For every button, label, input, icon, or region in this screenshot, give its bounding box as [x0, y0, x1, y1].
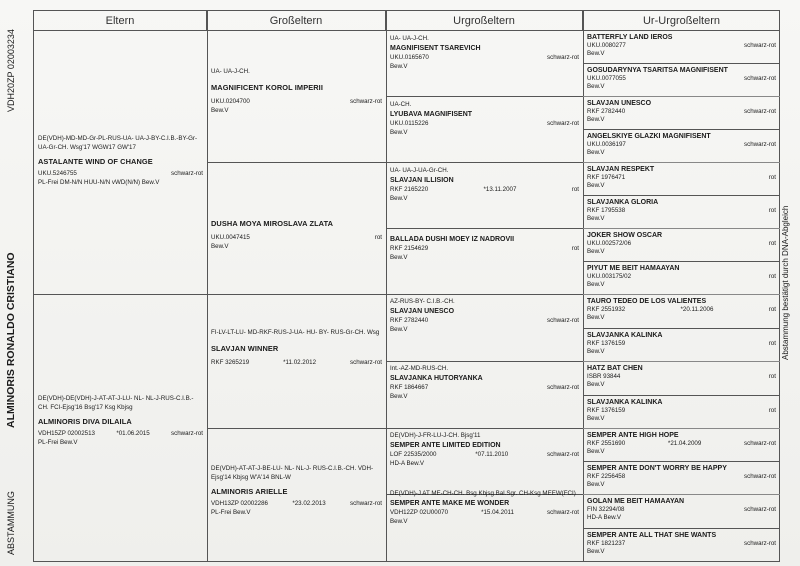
- ggp-name: SLAVJAN UNESCO: [390, 307, 455, 315]
- ggp-date: *07.11.2010: [475, 451, 509, 459]
- gg-grandparent-cell: [583, 295, 780, 324]
- gg-grandparent-cell: [583, 262, 780, 291]
- gg-grandparent-cell: [583, 229, 780, 258]
- pedigree-table: [33, 10, 780, 562]
- grandparent-name: DUSHA MOYA MIROSLAVA ZLATA: [211, 219, 334, 228]
- gg-name: TAURO TEDEO DE LOS VALIENTES: [587, 298, 707, 305]
- gg-name: SLAVJAN UNESCO: [587, 100, 652, 107]
- ggp-titles: UA- UA-J-UA-Gr-CH.: [390, 167, 449, 174]
- grandparent-color: schwarz-rot: [350, 499, 382, 507]
- gg-health: Bew.V: [587, 448, 605, 456]
- ggp-color: rot: [571, 245, 579, 253]
- gg-name: SEMPER ANTE ALL THAT SHE WANTS: [587, 532, 717, 539]
- ggp-health: Bew.V: [390, 326, 408, 334]
- gg-grandparent-cell: [583, 362, 780, 391]
- gg-name: SLAVJAN RESPEKT: [587, 166, 655, 173]
- gg-name: ANGELSKIYE GLAZKI MAGNIFISENT: [587, 133, 711, 140]
- ggp-reg: UKU.0165670: [390, 54, 429, 62]
- gg-color: rot: [768, 207, 776, 215]
- gg-name: SLAVJANKA GLORIA: [587, 199, 659, 206]
- gg-health: Bew.V: [587, 348, 605, 356]
- gg-health: Bew.V: [587, 248, 605, 256]
- ggp-reg: RKF 2782440: [390, 317, 429, 325]
- grandparent-color: rot: [374, 233, 382, 241]
- great-grandparent-cell: [386, 488, 583, 529]
- grandparent-name: ALMINORIS ARIELLE: [211, 486, 288, 496]
- gg-reg: FIN 32294/08: [587, 506, 625, 514]
- gg-reg: UKU.002572/06: [587, 240, 632, 248]
- gg-reg: RKF 1376159: [587, 340, 626, 348]
- dam-cell: [34, 393, 207, 450]
- ggp-titles: DE(VDH)-J AT ME-CH-CH. Bsg Kbjsg Bal.Sgr. CH-Ksg MEEW(FCI): [390, 490, 576, 497]
- gg-date: *21.04.2009: [667, 440, 702, 448]
- gg-reg: RKF 2782440: [587, 108, 626, 116]
- gg-reg: UKU.0036197: [587, 141, 626, 149]
- header-ururgrosseltern: Ur-Urgroßeltern: [583, 11, 780, 31]
- gg-grandparent-cell: [583, 329, 780, 358]
- gg-reg: ISBR 93844: [587, 373, 621, 381]
- gg-reg: RKF 1976471: [587, 174, 626, 182]
- ggp-color: rot: [571, 186, 579, 194]
- gg-grandparent-cell: [583, 97, 780, 126]
- gg-name: BATTERFLY LAND IEROS: [587, 34, 673, 41]
- gg-reg: RKF 1795538: [587, 207, 626, 215]
- sire-name: ASTALANTE WIND OF CHANGE: [38, 156, 153, 166]
- grandparent-reg: UKU.0047415: [211, 233, 250, 241]
- gg-reg: RKF 1821237: [587, 540, 626, 548]
- dam-reg: VDH15ZP 02002513: [38, 429, 95, 437]
- header-grosseltern: Großeltern: [207, 11, 386, 31]
- gg-health: Bew.V: [587, 481, 605, 489]
- ggp-reg: RKF 2154629: [390, 245, 429, 253]
- gg-color: schwarz-rot: [744, 108, 776, 116]
- gg-health: Bew.V: [587, 314, 605, 322]
- gg-name: PIYUT ME BEIT HAMAAYAN: [587, 265, 680, 272]
- ggp-reg: VDH12ZP 02U00070: [390, 509, 449, 517]
- ggp-reg: RKF 2165220: [390, 186, 429, 194]
- gg-reg: UKU.0077055: [587, 75, 626, 83]
- gg-reg: RKF 2551932: [587, 306, 626, 314]
- gg-grandparent-cell: [583, 196, 780, 225]
- great-grandparent-cell: [386, 363, 583, 404]
- ggp-health: Bew.V: [390, 129, 408, 137]
- ggp-name: SEMPER ANTE MAKE ME WONDER: [390, 499, 510, 507]
- grandparent-date: *23.02.2013: [292, 499, 326, 507]
- gg-name: SEMPER ANTE HIGH HOPE: [587, 432, 679, 439]
- great-grandparent-cell: [386, 430, 583, 471]
- gg-grandparent-cell: [583, 31, 780, 60]
- ggp-titles: UA- UA-J-CH.: [390, 35, 429, 42]
- gg-grandparent-cell: [583, 130, 780, 159]
- ggp-reg: LOF 22535/2000: [390, 451, 437, 459]
- gg-reg: UKU.003175/02: [587, 273, 632, 281]
- ggp-reg: UKU.0115226: [390, 120, 429, 128]
- dam-health: PL-Frei Bew.V: [38, 438, 78, 446]
- ggp-health: Bew.V: [390, 393, 408, 401]
- grandparent-cell: [207, 211, 386, 254]
- grandparent-health: Bew.V: [211, 242, 229, 250]
- gg-color: schwarz-rot: [744, 75, 776, 83]
- gg-reg: RKF 2551690: [587, 440, 626, 448]
- dam-date: *01.06.2015: [116, 429, 150, 437]
- ggp-health: HD-A Bew.V: [390, 460, 425, 468]
- gg-color: rot: [768, 306, 776, 314]
- ggp-health: Bew.V: [390, 254, 408, 262]
- gg-color: schwarz-rot: [744, 42, 776, 50]
- gg-grandparent-cell: [583, 163, 780, 192]
- great-grandparent-cell: [386, 296, 583, 337]
- ggp-titles: Int.-AZ-MD-RUS-CH.: [390, 365, 449, 372]
- grandparent-titles: DE(VDH)-AT-AT-J-BE-LU- NL- NL-J- RUS-C.I.B.-CH. VDH-Ejsg'14 Kbjsg W'A'14 BNL-W: [211, 465, 374, 481]
- grandparent-health: PL-Frei Bew.V: [211, 508, 251, 516]
- gg-reg: RKF 1376159: [587, 407, 626, 415]
- ggp-name: SLAVJANKA HUTORYANKA: [390, 374, 483, 382]
- gg-health: Bew.V: [587, 548, 605, 556]
- dam-name: ALMINORIS DIVA DILAILA: [38, 416, 132, 426]
- gg-grandparent-cell: [583, 495, 780, 524]
- grandparent-health: Bew.V: [211, 106, 229, 114]
- sire-cell: [34, 133, 207, 190]
- gg-name: SLAVJANKA KALINKA: [587, 399, 663, 406]
- gg-color: schwarz-rot: [744, 473, 776, 481]
- gg-health: Bew.V: [587, 415, 605, 423]
- ggp-name: BALLADA DUSHI MOEY IZ NADROVII: [390, 236, 515, 243]
- grandparent-reg: VDH13ZP 02002286: [211, 499, 268, 507]
- ggp-color: schwarz-rot: [547, 120, 579, 128]
- gg-health: Bew.V: [587, 215, 605, 223]
- ggp-health: Bew.V: [390, 195, 408, 203]
- gg-health: Bew.V: [587, 281, 605, 289]
- ggp-date: *13.11.2007: [483, 186, 517, 194]
- left-margin: [0, 0, 33, 566]
- ggp-titles: DE(VDH)-J-FR-LU-J-CH. Bjsg'11: [390, 432, 481, 439]
- gg-color: schwarz-rot: [744, 440, 776, 448]
- ggp-health: Bew.V: [390, 63, 408, 71]
- gg-color: rot: [768, 340, 776, 348]
- grandparent-date: *11.02.2012: [283, 358, 317, 366]
- gg-name: GOLAN ME BEIT HAMAAYAN: [587, 498, 685, 505]
- grandparent-reg: UKU.0204700: [211, 97, 250, 105]
- grandparent-name: MAGNIFICENT KOROL IMPERII: [211, 82, 323, 92]
- great-grandparent-cell: [386, 233, 583, 265]
- dog-name: ALMINORIS RONALDO CRISTIANO: [5, 252, 17, 428]
- great-grandparent-cell: [386, 33, 583, 74]
- great-grandparent-cell: [386, 99, 583, 140]
- gg-reg: RKF 2256458: [587, 473, 626, 481]
- gg-name: HATZ BAT CHEN: [587, 365, 643, 372]
- gg-name: JOKER SHOW OSCAR: [587, 232, 663, 239]
- registration-number: VDH20ZP 02003234: [6, 29, 16, 112]
- sire-health: PL-Frei DM-N/N HUU-N/N vWD(N/N) Bew.V: [38, 178, 160, 186]
- gg-color: rot: [768, 407, 776, 415]
- grandparent-titles: UA- UA-J-CH.: [211, 68, 250, 75]
- gg-reg: UKU.0080277: [587, 42, 626, 50]
- gg-color: rot: [768, 273, 776, 281]
- ggp-name: SLAVJAN ILLISION: [390, 176, 454, 184]
- sire-titles: DE(VDH)-MD-MD-Gr-PL-RUS-UA- UA-J-BY-C.I.B.-BY-Gr-UA-Gr-CH. Wsg'17 WGW17 GW'17: [38, 135, 198, 151]
- gg-color: schwarz-rot: [744, 540, 776, 548]
- header-eltern: Eltern: [34, 11, 207, 31]
- header-urgrosseltern: Urgroßeltern: [386, 11, 583, 31]
- gg-color: schwarz-rot: [744, 141, 776, 149]
- grandparent-cell: [207, 327, 386, 370]
- gg-name: SEMPER ANTE DON'T WORRY BE HAPPY: [587, 465, 727, 472]
- ggp-date: *15.04.2011: [481, 509, 514, 517]
- gg-grandparent-cell: [583, 429, 780, 458]
- gg-date: *20.11.2006: [680, 306, 714, 314]
- gg-health: Bew.V: [587, 83, 605, 91]
- gg-health: HD-A Bew.V: [587, 514, 622, 522]
- grandparent-color: schwarz-rot: [350, 358, 382, 366]
- grandparent-reg: RKF 3265219: [211, 358, 250, 366]
- grandparent-name: SLAVJAN WINNER: [211, 343, 279, 353]
- gg-health: Bew.V: [587, 149, 605, 157]
- abstammung-label: ABSTAMMUNG: [6, 491, 16, 555]
- gg-health: Bew.V: [587, 381, 605, 389]
- ggp-name: SEMPER ANTE LIMITED EDITION: [390, 441, 501, 449]
- gg-grandparent-cell: [583, 396, 780, 425]
- gg-health: Bew.V: [587, 116, 605, 124]
- gg-color: schwarz-rot: [744, 506, 776, 514]
- sire-color: schwarz-rot: [171, 169, 203, 177]
- gg-color: rot: [768, 373, 776, 381]
- gg-grandparent-cell: [583, 462, 780, 491]
- gg-name: SLAVJANKA KALINKA: [587, 332, 663, 339]
- gg-grandparent-cell: [583, 64, 780, 93]
- dam-color: schwarz-rot: [171, 429, 203, 437]
- gg-health: Bew.V: [587, 182, 605, 190]
- ggp-color: schwarz-rot: [547, 54, 579, 62]
- ggp-color: schwarz-rot: [547, 317, 579, 325]
- sire-reg: UKU.5246755: [38, 169, 77, 177]
- ggp-name: MAGNIFISENT TSAREVICH: [390, 44, 481, 52]
- gg-color: rot: [768, 240, 776, 248]
- dna-note: Abstammung bestätigt durch DNA-Abgleich: [781, 205, 790, 360]
- gg-health: Bew.V: [587, 50, 605, 58]
- right-margin: [780, 0, 800, 566]
- ggp-titles: UA-CH.: [390, 101, 412, 108]
- ggp-titles: AZ-RUS-BY- C.I.B.-CH.: [390, 298, 455, 305]
- ggp-health: Bew.V: [390, 518, 408, 526]
- ggp-name: LYUBAVA MAGNIFISENT: [390, 110, 473, 118]
- gg-color: rot: [768, 174, 776, 182]
- ggp-color: schwarz-rot: [547, 451, 579, 459]
- dam-titles: DE(VDH)-DE(VDH)-J-AT-AT-J-LU- NL- NL-J-RUS-C.I.B.-CH. FCI-Ejsg'16 Bsg'17 Ksg Kbjsg: [38, 395, 194, 411]
- ggp-reg: RKF 1864667: [390, 384, 429, 392]
- ggp-color: schwarz-rot: [547, 384, 579, 392]
- great-grandparent-cell: [386, 165, 583, 206]
- grandparent-cell: [207, 463, 386, 520]
- ggp-color: schwarz-rot: [547, 509, 579, 517]
- column-divider: [386, 11, 387, 561]
- grandparent-titles: FI-LV-LT-LU- MD-RKF-RUS-J-UA- HU- BY- RUS-Gr-CH. Wsg: [211, 329, 380, 336]
- gg-grandparent-cell: [583, 529, 780, 558]
- grandparent-color: schwarz-rot: [350, 97, 382, 105]
- gg-name: GOSUDARYNYA TSARITSA MAGNIFISENT: [587, 67, 728, 74]
- grandparent-cell: [207, 66, 386, 118]
